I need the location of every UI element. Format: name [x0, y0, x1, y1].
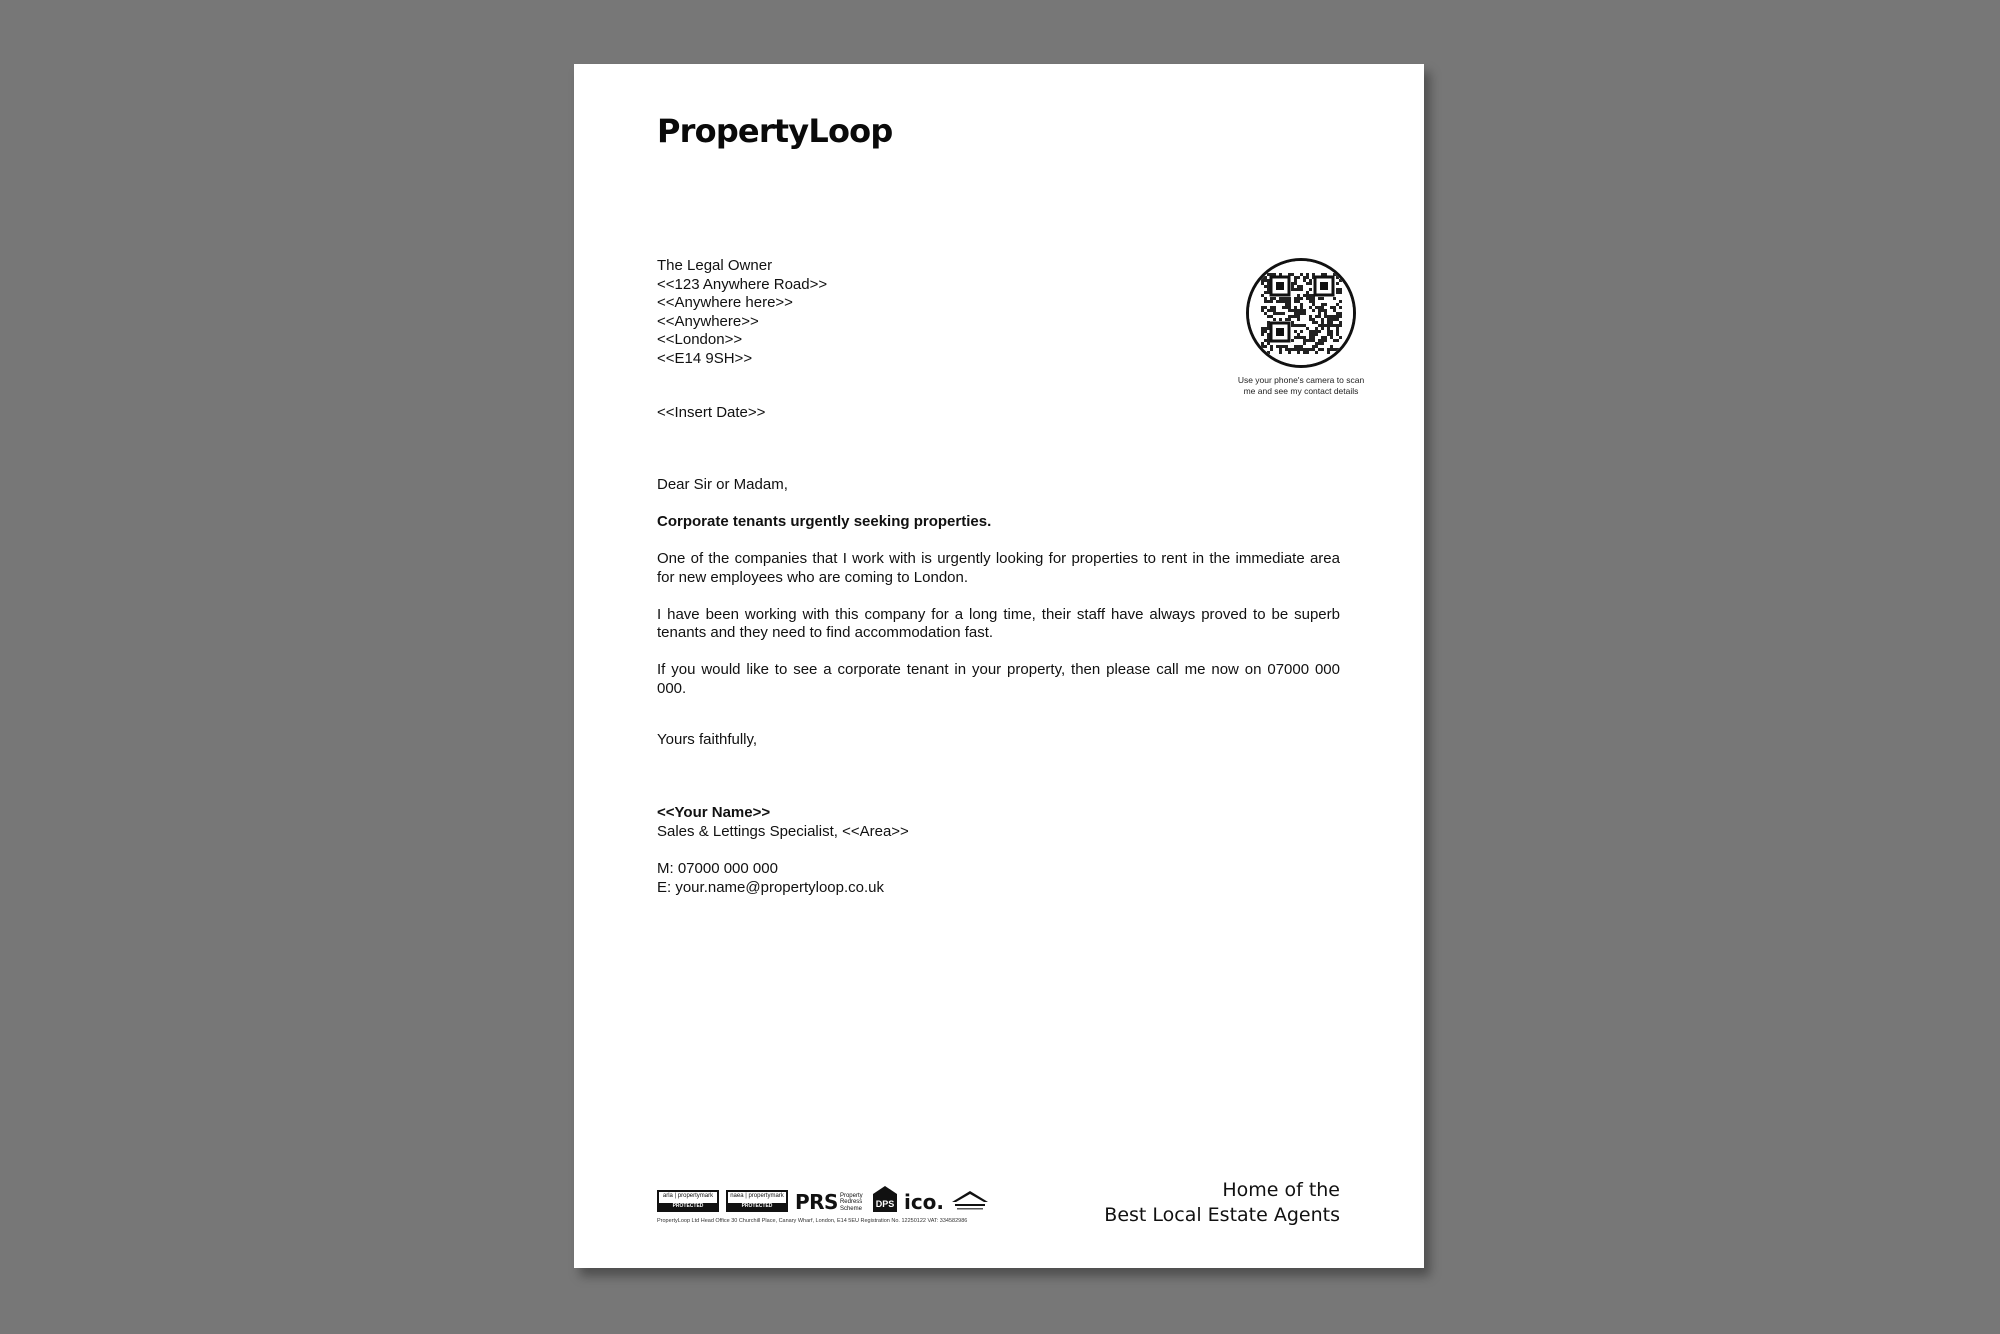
registration-text: PropertyLoop Ltd Head Office 30 Churchill Place, Canary Wharf, London, E14 5EU Registration No. 12250122 VAT: 334582986 — [657, 1218, 968, 1224]
qr-code-icon[interactable] — [1246, 258, 1356, 368]
address-line: <<E14 9SH>> — [657, 349, 753, 367]
naea-propertymark-badge: naea | propertymark PROTECTED — [726, 1190, 788, 1212]
arla-propertymark-badge: arla | propertymark PROTECTED — [657, 1190, 719, 1212]
propertyloop-logo: PropertyLoop — [657, 112, 893, 150]
dps-label: DPS — [875, 1199, 895, 1209]
contact-mobile: M: 07000 000 000 — [657, 860, 778, 877]
recipient-address — [657, 257, 827, 368]
tagline-line: Home of the — [1222, 1179, 1340, 1201]
address-line: <<London>> — [657, 331, 743, 348]
letter-date: <<Insert Date>> — [657, 404, 766, 421]
letter-page — [574, 64, 1424, 1268]
body-paragraph: One of the companies that I work with is urgently looking for properties to rent in the immediate area for new employees who are coming to London. — [657, 550, 1340, 586]
dps-logo-icon — [873, 1186, 897, 1212]
address-line: The Legal Owner — [657, 257, 773, 274]
contact-email: E: your.name@propertyloop.co.uk — [657, 878, 885, 896]
salutation: Dear Sir or Madam, — [657, 476, 788, 493]
signer-name: <<Your Name>> — [657, 804, 771, 821]
qr-caption: Use your phone's camera to scan me and see my contact details — [1237, 375, 1365, 396]
approved-code-house-icon — [951, 1190, 989, 1212]
accreditation-logos — [657, 1184, 989, 1212]
tagline — [1104, 1178, 1340, 1228]
signer-title: Sales & Lettings Specialist, <<Area>> — [657, 822, 909, 840]
signoff: Yours faithfully, — [657, 731, 758, 748]
contact-details — [657, 860, 884, 897]
signature-block — [657, 804, 909, 841]
tagline-line: Best Local Estate Agents — [1104, 1204, 1340, 1226]
letter-subject: Corporate tenants urgently seeking properties. — [657, 513, 992, 530]
qr-block — [1231, 258, 1371, 396]
address-line: <<123 Anywhere Road>> — [657, 275, 828, 293]
address-line: <<Anywhere>> — [657, 312, 759, 330]
body-paragraph: I have been working with this company for a long time, their staff have always proved to be superb tenants and they need to find accommodation fast. — [657, 605, 1340, 641]
body-paragraph: If you would like to see a corporate tenant in your property, then please call me now on 07000 000 000. — [657, 661, 1340, 697]
prs-logo: PRS Property Redress Scheme — [795, 1190, 863, 1214]
ico-logo: ico. — [903, 1190, 945, 1214]
address-line: <<Anywhere here>> — [657, 294, 793, 311]
letter-body — [657, 476, 1340, 717]
